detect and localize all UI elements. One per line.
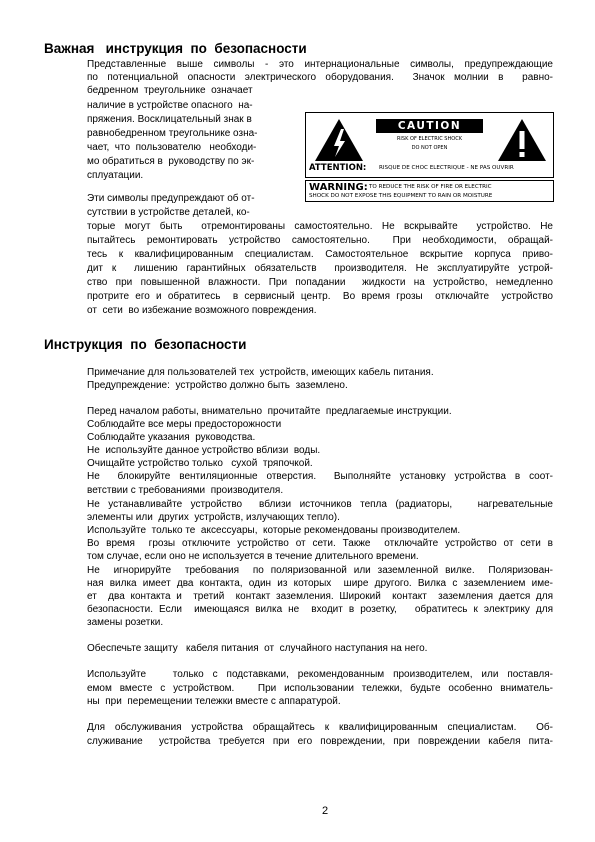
caution-subtext: RISK OF ELECTRIC SHOCK bbox=[396, 136, 463, 142]
text-line: протрите его и обратитесь в сервисный центр. Во время грозы отключайте устройство bbox=[87, 291, 553, 302]
text-line: мо обратиться в руководству по эк- bbox=[87, 156, 255, 167]
text-line: Во время грозы отключите устройство от сети. Также отключайте устройство от сети в bbox=[87, 538, 553, 549]
text-line: сплуатации. bbox=[87, 170, 144, 181]
exclamation-warning-icon bbox=[496, 117, 548, 163]
text-line: ветствии с требованиями производителя. bbox=[87, 485, 284, 496]
text-line: Обеспечьте защиту кабеля питания от случайного наступания на него. bbox=[87, 643, 428, 654]
text-line: замены розетки. bbox=[87, 617, 164, 628]
text-line: Не игнорируйте требования по поляризованной или заземленной вилке. Поляризован- bbox=[87, 565, 553, 576]
text-line: Представленные выше символы - это интернациональные символы, предупреждающие bbox=[87, 59, 553, 70]
text-line: наличие в устройстве опасного на- bbox=[87, 100, 253, 111]
text-line: том случае, если оно не используется в течение длительного времени. bbox=[87, 551, 419, 562]
section-heading-important-safety: Важная инструкция по безопасности bbox=[44, 41, 307, 56]
text-line: элементы или других устройств, излучающих тепло). bbox=[87, 512, 340, 523]
caution-banner: CAUTION bbox=[376, 119, 483, 133]
text-line: Соблюдайте указания руководства. bbox=[87, 432, 256, 443]
text-line: от сети во избежание возможного повреждения. bbox=[87, 305, 317, 316]
text-line: пряжения. Восклицательный знак в bbox=[87, 114, 252, 125]
text-line: чает, что пользователю необходи- bbox=[87, 142, 257, 153]
text-line: Для обслуживания устройства обращайтесь к квалифицированным специалистам. Об- bbox=[87, 722, 553, 733]
warning-text: TO REDUCE THE RISK OF FIRE OR ELECTRIC bbox=[369, 184, 492, 190]
text-line: тесь к квалифицированным специалистам. Самостоятельное вскрытие корпуса приво- bbox=[87, 249, 553, 260]
attention-text: RISQUE DE CHOC ELECTRIQUE - NE PAS OUVRIR bbox=[379, 165, 514, 171]
text-line: Перед началом работы, внимательно прочитайте предлагаемые инструкции. bbox=[87, 406, 452, 417]
text-line: Примечание для пользователей тех устройств, имеющих кабель питания. bbox=[87, 367, 434, 378]
caution-label bbox=[305, 112, 554, 178]
text-line: пытайтесь ремонтировать устройство самостоятельно. При необходимости, обращай- bbox=[87, 235, 553, 246]
attention-label: ATTENTION: bbox=[309, 163, 367, 173]
text-line: Не используйте данное устройство вблизи воды. bbox=[87, 445, 321, 456]
text-line: емом вместе с устройством. При использовании тележки, будьте особенно вниматель- bbox=[87, 683, 553, 694]
text-line: Не блокируйте вентиляционные отверстия. Выполняйте установку устройства в соот- bbox=[87, 471, 553, 482]
text-line: Очищайте устройство только сухой тряпочкой. bbox=[87, 458, 313, 469]
text-line: Соблюдайте все меры предосторожности bbox=[87, 419, 282, 430]
text-line: бедренном треугольнике означает bbox=[87, 85, 253, 96]
warning-label bbox=[305, 180, 554, 202]
page-number: 2 bbox=[321, 805, 329, 817]
lightning-warning-icon bbox=[313, 117, 365, 163]
text-line: ет два контакта и третий контакт заземления. Широкий контакт заземления дается для bbox=[87, 591, 553, 602]
text-line: сутствии в устройстве деталей, ко- bbox=[87, 207, 250, 218]
text-line: Не устанавливайте устройство вблизи источников тепла (радиаторы, нагревательные bbox=[87, 499, 553, 510]
text-line: равнобедренном треугольнике озна- bbox=[87, 128, 258, 139]
text-line: Предупреждение: устройство должно быть заземлено. bbox=[87, 380, 348, 391]
text-line: ство при повышенной влажности. При попадании жидкости на устройство, немедленно bbox=[87, 277, 553, 288]
section-heading-safety: Инструкция по безопасности bbox=[44, 337, 247, 352]
text-line: служивание устройства требуется при его повреждении, при повреждении кабеля пита- bbox=[87, 736, 553, 747]
text-line: дит к лишению гарантийных обязательств производителя. Не эксплуатируйте устрой- bbox=[87, 263, 553, 274]
text-line: ная вилка имеет два контакта, один из которых шире другого. Вилка с заземлением име- bbox=[87, 578, 553, 589]
text-line: безопасности. Если имеющаяся вилка не входит в розетку, обратитесь к электрику для bbox=[87, 604, 553, 615]
warning-title: WARNING: bbox=[309, 182, 368, 193]
text-line: Эти символы предупреждают об от- bbox=[87, 193, 255, 204]
text-line: торые могут быть отремонтированы самостоятельно. Не вскрывайте устройство. Не bbox=[87, 221, 553, 232]
text-line: Используйте только с подставками, рекомендованным производителем, или поставля- bbox=[87, 669, 553, 680]
warning-text: SHOCK DO NOT EXPOSE THIS EQUIPMENT TO RAIN OR MOISTURE bbox=[309, 193, 493, 199]
text-line: ны при перемещении тележки вместе с аппаратурой. bbox=[87, 696, 341, 707]
text-line: по потенциальной опасности электрического оборудования. Значок молнии в равно- bbox=[87, 72, 553, 83]
caution-subtext: DO NOT OPEN bbox=[411, 145, 448, 151]
text-line: Используйте только те аксессуары, которые рекомендованы производителем. bbox=[87, 525, 461, 536]
